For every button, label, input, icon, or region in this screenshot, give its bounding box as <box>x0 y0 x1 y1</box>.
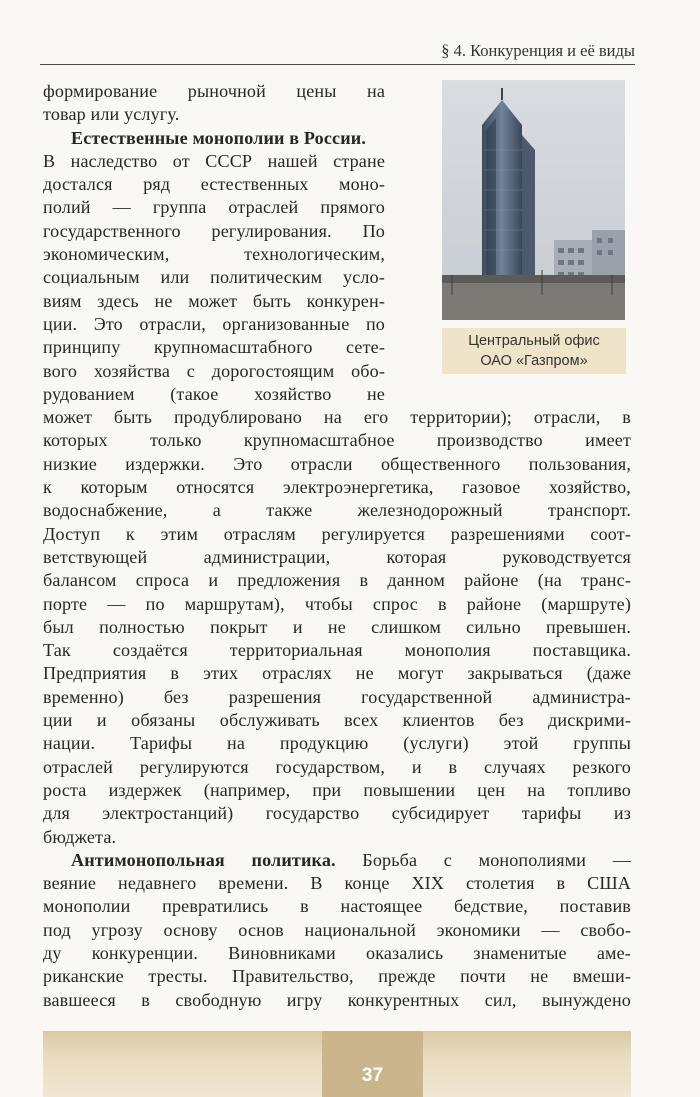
text-line: риканские тресты. Правительство, прежде почти не вмеши- <box>43 966 631 987</box>
caption-line-2: ОАО «Газпром» <box>480 353 588 369</box>
section-heading-natural-monopolies: Естественные монополии в России. <box>71 127 367 148</box>
text-line: принципу крупномасштабного сете- <box>43 337 385 358</box>
text-line: бюджета. <box>43 826 117 847</box>
text-line: Предприятия в этих отраслях не могут закрываться (даже <box>43 663 631 684</box>
text-line: В наследство от СССР нашей стране <box>43 150 385 171</box>
text-line: к которым относятся электроэнергетика, газовое хозяйство, <box>43 477 631 498</box>
text-line: балансом спроса и предложения в данном районе (на транс- <box>43 570 631 591</box>
text-line: Так создаётся территориальная монополия поставщика. <box>43 640 631 661</box>
text-line: полий — группа отраслей прямого <box>43 197 385 218</box>
text-line: монополии превратились в настоящее бедствие, поставив <box>43 896 631 917</box>
antimonopoly-lead: Борьба с монополиями — <box>335 849 631 870</box>
text-line: под угрозу основу основ национальной экономики — свобо- <box>43 919 631 940</box>
antimonopoly-heading: Антимонопольная политика. <box>71 849 336 870</box>
running-header <box>40 40 635 65</box>
text-line: веяние недавнего времени. В конце XIX столетия в США <box>43 873 631 894</box>
text-line: государственного регулирования. По <box>43 220 385 241</box>
page-footer <box>43 1031 631 1097</box>
page-number-box <box>322 1031 423 1097</box>
text-line: для электростанций) государство субсидирует тарифы из <box>43 803 631 824</box>
text-line: ции. Это отрасли, организованные по <box>43 313 385 334</box>
text-line: достался ряд естественных моно- <box>43 174 385 195</box>
section-title: § 4. Конкуренция и её виды <box>441 41 635 60</box>
caption-line-1: Центральный офис <box>468 333 600 349</box>
text-line: может быть продублировано на его территории); отрасли, в <box>43 407 631 428</box>
text-line: ветствующей администрации, которая руководствуется <box>43 546 631 567</box>
text-line: отраслей регулируются государством, и в случаях резкого <box>43 756 631 777</box>
text-line: ду конкуренции. Виновниками оказались знаменитые аме- <box>43 942 631 963</box>
text-line: временно) без разрешения государственной администра- <box>43 686 631 707</box>
text-line: виям здесь не может быть конкурен- <box>43 290 385 311</box>
text-line: водоснабжение, а также железнодорожный транспорт. <box>43 500 631 521</box>
text-line: которых только крупномасштабное производство имеет <box>43 430 631 451</box>
text-line: формирование рыночной цены на <box>43 81 385 101</box>
text-line: вого хозяйства с дорогостоящим обо- <box>43 360 385 381</box>
text-line: экономическим, технологическим, <box>43 244 385 265</box>
body-text <box>43 80 631 1012</box>
text-line: социальным или политическим усло- <box>43 267 385 288</box>
text-line: товар или услугу. <box>43 104 180 125</box>
text-line: Доступ к этим отраслям регулируется разрешениями соот- <box>43 523 631 544</box>
text-line: роста издержек (например, при повышении цен на топливо <box>43 779 631 800</box>
text-line: ции и обязаны обслуживать всех клиентов без дискрими- <box>43 710 631 731</box>
text-line: вавшееся в свободную игру конкурентных сил, вынуждено <box>43 989 631 1010</box>
text-line: рудованием (такое хозяйство не <box>43 383 385 404</box>
text-line: нации. Тарифы на продукцию (услуги) этой группы <box>43 733 631 754</box>
text-line: порте — по маршрутам), чтобы спрос в районе (маршруте) <box>43 593 631 614</box>
text-line: был полностью покрыт и не слишком сильно превышен. <box>43 616 631 637</box>
section-heading-antimonopoly <box>43 849 631 872</box>
page-number: 37 <box>361 1065 384 1086</box>
text-line: низкие издержки. Это отрасли общественного пользования, <box>43 453 631 474</box>
